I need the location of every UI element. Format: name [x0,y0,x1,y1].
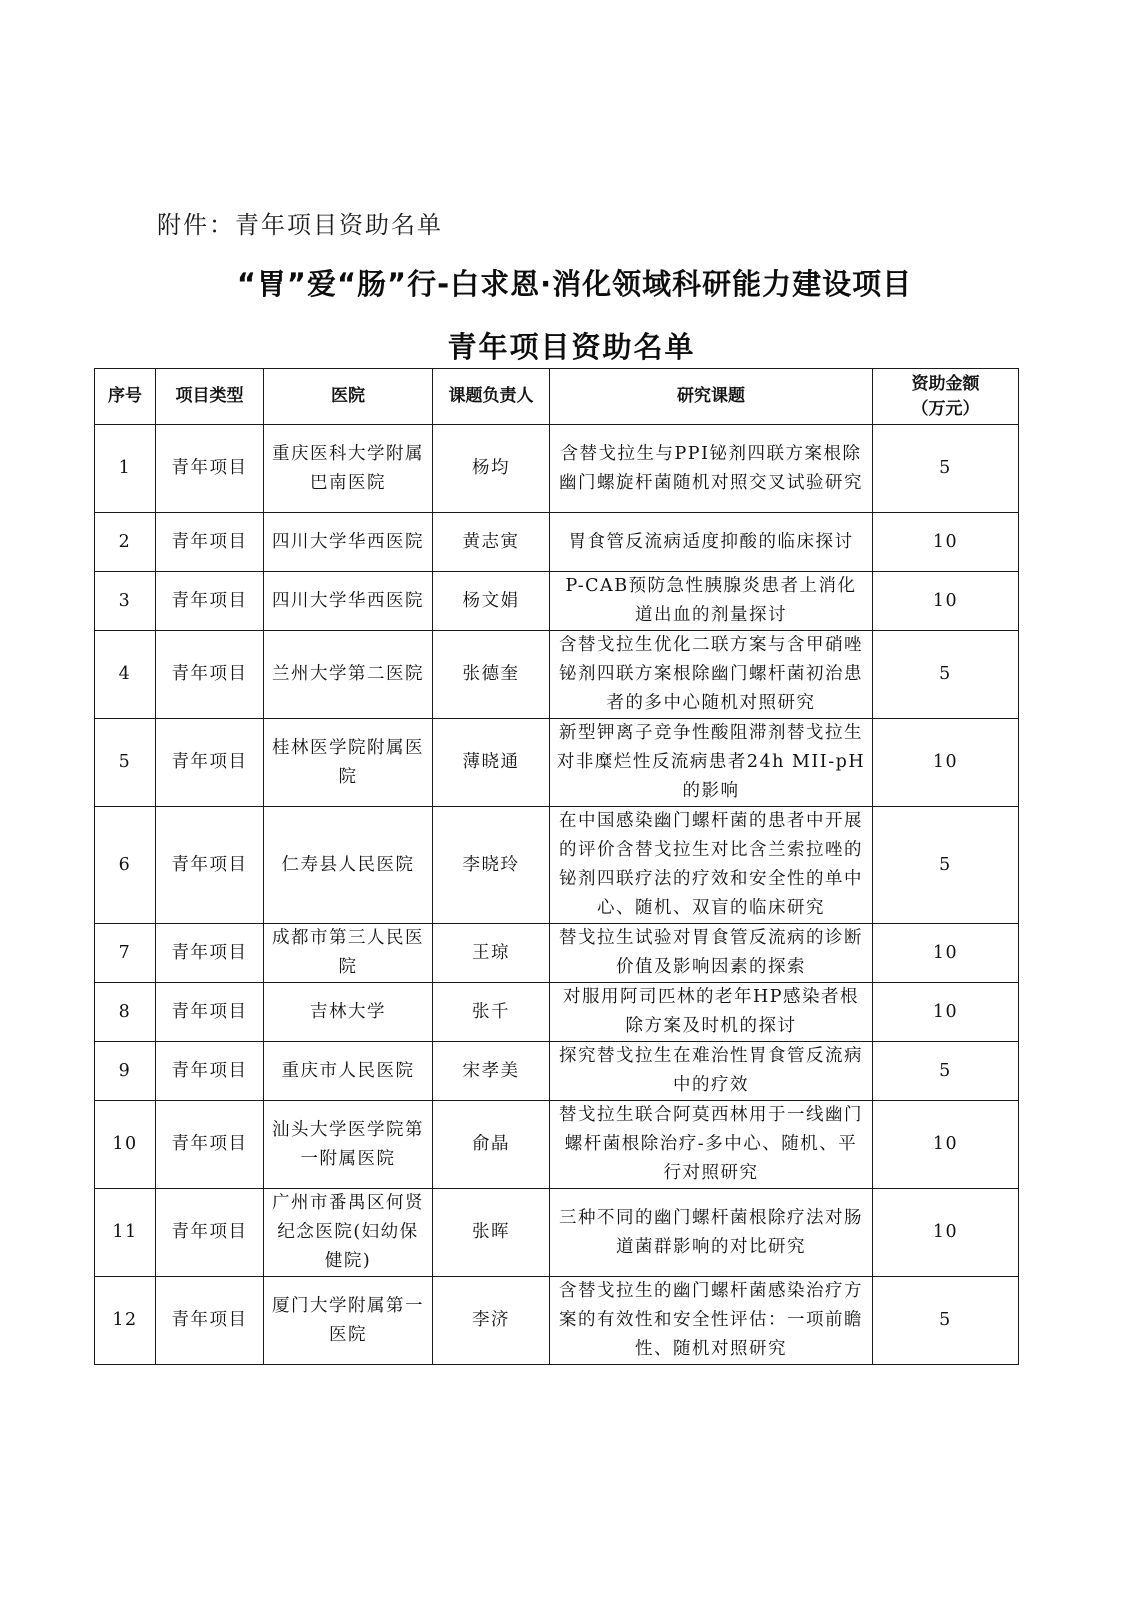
row-hospital: 桂林医学院附属医院 [264,719,433,807]
row-amount: 10 [873,719,1019,807]
row-index: 3 [95,572,156,631]
grant-table [94,368,1019,1365]
row-index: 11 [95,1189,156,1277]
row-project-type: 青年项目 [156,983,264,1042]
row-project-type: 青年项目 [156,719,264,807]
row-hospital: 仁寿县人民医院 [264,807,433,924]
header-amount-line1: 资助金额 [911,373,980,394]
row-index: 6 [95,807,156,924]
table-row [95,924,1019,983]
row-hospital: 兰州大学第二医院 [264,631,433,719]
row-leader: 李济 [433,1277,550,1365]
row-amount: 10 [873,924,1019,983]
row-index: 12 [95,1277,156,1365]
row-project-type: 青年项目 [156,513,264,572]
row-project-type: 青年项目 [156,425,264,513]
row-project-type: 青年项目 [156,924,264,983]
row-hospital: 重庆医科大学附属巴南医院 [264,425,433,513]
row-leader: 张德奎 [433,631,550,719]
row-leader: 杨均 [433,425,550,513]
row-leader: 俞晶 [433,1101,550,1189]
row-amount: 10 [873,983,1019,1042]
row-index: 9 [95,1042,156,1101]
row-project-type: 青年项目 [156,807,264,924]
header-leader: 课题负责人 [433,369,550,425]
table-header-row [95,369,1019,425]
header-topic: 研究课题 [550,369,873,425]
row-amount: 5 [873,631,1019,719]
table-row [95,719,1019,807]
row-amount: 5 [873,1277,1019,1365]
row-amount: 10 [873,1189,1019,1277]
header-hospital: 医院 [264,369,433,425]
row-topic: 新型钾离子竞争性酸阻滞剂替戈拉生对非糜烂性反流病患者24h MII-pH的影响 [550,719,873,807]
row-hospital: 四川大学华西医院 [264,572,433,631]
row-index: 5 [95,719,156,807]
row-project-type: 青年项目 [156,1189,264,1277]
table-row [95,1189,1019,1277]
row-topic: 探究替戈拉生在难治性胃食管反流病中的疗效 [550,1042,873,1101]
document-title: “胃”爱“肠”行-白求恩·消化领域科研能力建设项目 [236,267,913,301]
row-amount: 5 [873,807,1019,924]
header-amount-line2: （万元） [911,398,980,419]
table-row [95,1277,1019,1365]
row-amount: 10 [873,513,1019,572]
row-project-type: 青年项目 [156,1277,264,1365]
header-type: 项目类型 [156,369,264,425]
row-leader: 张千 [433,983,550,1042]
row-index: 1 [95,425,156,513]
row-index: 4 [95,631,156,719]
row-leader: 黄志寅 [433,513,550,572]
row-topic: 三种不同的幽门螺杆菌根除疗法对肠道菌群影响的对比研究 [550,1189,873,1277]
row-topic: 替戈拉生试验对胃食管反流病的诊断价值及影响因素的探索 [550,924,873,983]
row-hospital: 吉林大学 [264,983,433,1042]
row-project-type: 青年项目 [156,1042,264,1101]
row-hospital: 重庆市人民医院 [264,1042,433,1101]
table-row [95,513,1019,572]
row-project-type: 青年项目 [156,631,264,719]
row-topic: 胃食管反流病适度抑酸的临床探讨 [550,513,873,572]
header-amount [873,369,1019,425]
row-topic: 在中国感染幽门螺杆菌的患者中开展的评价含替戈拉生对比含兰索拉唑的铋剂四联疗法的疗效和安全性的单中心、随机、双盲的临床研究 [550,807,873,924]
row-amount: 10 [873,572,1019,631]
table-row [95,807,1019,924]
attachment-label: 附件：青年项目资助名单 [157,211,443,239]
row-topic: 含替戈拉生与PPI铋剂四联方案根除幽门螺旋杆菌随机对照交叉试验研究 [550,425,873,513]
row-topic: 含替戈拉生优化二联方案与含甲硝唑铋剂四联方案根除幽门螺杆菌初治患者的多中心随机对照研究 [550,631,873,719]
row-topic: P-CAB预防急性胰腺炎患者上消化道出血的剂量探讨 [550,572,873,631]
row-leader: 张晖 [433,1189,550,1277]
row-topic: 含替戈拉生的幽门螺杆菌感染治疗方案的有效性和安全性评估：一项前瞻性、随机对照研究 [550,1277,873,1365]
row-index: 10 [95,1101,156,1189]
row-leader: 杨文娟 [433,572,550,631]
row-hospital: 四川大学华西医院 [264,513,433,572]
row-hospital: 厦门大学附属第一医院 [264,1277,433,1365]
header-index: 序号 [95,369,156,425]
row-amount: 10 [873,1101,1019,1189]
row-leader: 宋孝美 [433,1042,550,1101]
table-row [95,1042,1019,1101]
table-row [95,572,1019,631]
row-topic: 替戈拉生联合阿莫西林用于一线幽门螺杆菌根除治疗-多中心、随机、平行对照研究 [550,1101,873,1189]
row-index: 8 [95,983,156,1042]
row-hospital: 汕头大学医学院第一附属医院 [264,1101,433,1189]
row-amount: 5 [873,1042,1019,1101]
row-hospital: 广州市番禺区何贤纪念医院(妇幼保健院) [264,1189,433,1277]
row-index: 7 [95,924,156,983]
row-leader: 王琼 [433,924,550,983]
row-topic: 对服用阿司匹林的老年HP感染者根除方案及时机的探讨 [550,983,873,1042]
row-hospital: 成都市第三人民医院 [264,924,433,983]
row-leader: 李晓玲 [433,807,550,924]
row-leader: 薄晓通 [433,719,550,807]
row-amount: 5 [873,425,1019,513]
row-project-type: 青年项目 [156,572,264,631]
table-row [95,1101,1019,1189]
table-row [95,631,1019,719]
row-project-type: 青年项目 [156,1101,264,1189]
table-row [95,983,1019,1042]
row-index: 2 [95,513,156,572]
document-subtitle: 青年项目资助名单 [447,330,696,364]
table-row [95,425,1019,513]
